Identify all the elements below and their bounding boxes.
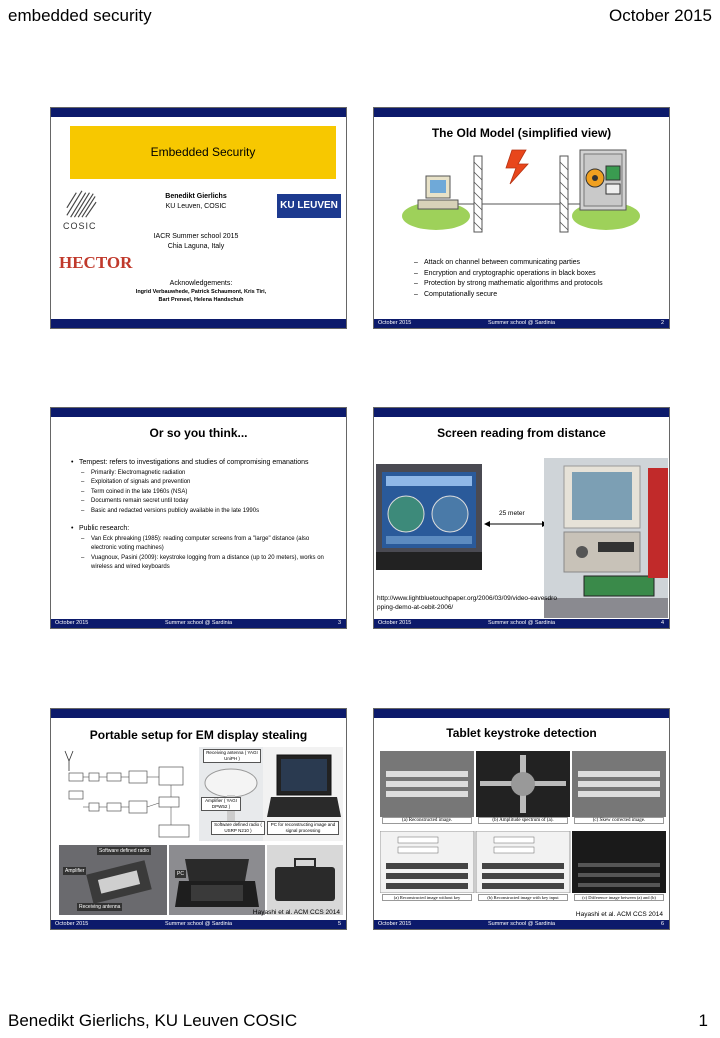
school-name: IACR Summer school 2015: [153, 233, 239, 240]
acknowledgements: [91, 279, 311, 304]
slide-topbar: [374, 408, 669, 417]
bullet-item: – Attack on channel between communicating parties: [414, 258, 603, 269]
slide-topbar: [374, 108, 669, 117]
sub-bullet-item: – Documents remain secret until today: [71, 497, 331, 507]
slide-bottombar: [51, 619, 346, 628]
slide-footer-venue: Summer school @ Sardinia: [487, 320, 556, 326]
sub-bullet-item: – Vuagnoux, Pasini (2009): keystroke logging from a distance (up to 20 meters), works on wireless and wired keyboards: [71, 554, 331, 573]
lab-equipment-photo-icon: [544, 458, 668, 618]
page-number: 1: [698, 1011, 708, 1030]
source-url[interactable]: http://www.lightbluetouchpaper.org/2006/03/09/video-eavesdropping-demo-at-cebit-2006/: [377, 595, 557, 611]
slide-topbar: [51, 108, 346, 117]
amplifier-label: Amplifier ( YAGI DPW52 ): [201, 797, 241, 811]
page-footer-left: Benedikt Gierlichs, KU Leuven COSIC: [8, 1011, 298, 1030]
ack-names-1: Ingrid Verbauwhede, Patrick Schaumont, Kris Tiri,: [135, 289, 267, 295]
hector-logo: HECTOR: [59, 253, 133, 272]
caption-top-c: (c) Skew corrected image.: [574, 817, 664, 824]
slide2-bullets: [414, 258, 603, 300]
slide-5: [50, 708, 347, 930]
slide-footer-venue: Summer school @ Sardinia: [487, 921, 556, 927]
ack-label: Acknowledgements:: [169, 280, 233, 287]
slide-title: Screen reading from distance: [437, 426, 606, 440]
ku-leuven-logo: KU LEUVEN: [277, 194, 341, 218]
slide-bottombar: [374, 619, 669, 628]
bullet-item: • Tempest: refers to investigations and studies of compromising emanations: [71, 458, 331, 469]
bullet-item: – Protection by strong mathematic algorithms and protocols: [414, 279, 603, 290]
keyboard-reconstruction-top-icon: [380, 751, 666, 817]
block-diagram-icon: [59, 747, 199, 841]
slide-topbar: [51, 408, 346, 417]
ack-names-2: Bart Preneel, Helena Handschuh: [158, 297, 244, 303]
caption-bottom-b: (b) Reconstructed image with key input: [478, 894, 568, 901]
author-affiliation: KU Leuven, COSIC: [165, 203, 227, 210]
slide-footer-date: October 2015: [378, 921, 412, 927]
slide-bottombar: [374, 319, 669, 328]
slide-footer-date: October 2015: [378, 620, 412, 626]
slide-2: [373, 107, 670, 329]
cosic-logo-text: COSIC: [63, 221, 97, 231]
school-location: Chia Laguna, Italy: [167, 243, 225, 250]
slide-title: Tablet keystroke detection: [446, 726, 597, 740]
sub-bullet-item: – Primarily: Electromagnetic radiation: [71, 469, 331, 479]
slide-title: Or so you think...: [149, 426, 248, 440]
sub-bullet-item: – Van Eck phreaking (1985): reading computer screens from a "large" distance (also electronic voting machines): [71, 535, 331, 554]
slide-topbar: [51, 709, 346, 718]
keyboard-reconstruction-bottom-icon: [380, 831, 666, 893]
slide-footer-venue: Summer school @ Sardinia: [164, 620, 233, 626]
slide-1: [50, 107, 347, 329]
photo-pc-label: PC: [177, 871, 184, 877]
caption-bottom-a: (a) Reconstructed image without key: [382, 894, 472, 901]
slide-bottombar: [51, 319, 346, 328]
slide-title-box: Embedded Security: [70, 126, 336, 179]
slide-number: 6: [660, 921, 664, 927]
slide-topbar: [374, 709, 669, 718]
distance-label: 25 meter: [499, 510, 525, 517]
photo-sdr-label: Software defined radio: [99, 848, 150, 854]
photo-amp-label: Amplifier: [65, 868, 85, 874]
slide-6: [373, 708, 670, 930]
slide-4: [373, 407, 670, 629]
slide-footer-date: October 2015: [55, 921, 89, 927]
sub-bullet-item: – Exploitation of signals and prevention: [71, 478, 331, 488]
sdr-label: Software defined radio ( USRP N210 ): [211, 821, 265, 835]
page-header-right: October 2015: [608, 6, 712, 25]
slide-number: 2: [660, 320, 664, 326]
caption-top-a: (a) Reconstructed image.: [382, 817, 472, 824]
slide-3: [50, 407, 347, 629]
slide-footer-venue: Summer school @ Sardinia: [164, 921, 233, 927]
caption-top-b: (b) Amplitude spectrum of (a).: [478, 817, 568, 824]
slide-title: Portable setup for EM display stealing: [89, 728, 308, 742]
bullet-item: • Public research:: [71, 524, 331, 535]
closed-briefcase-photo-icon: [267, 845, 343, 915]
bullet-item: – Encryption and cryptographic operations in black boxes: [414, 269, 603, 280]
slide-footer-date: October 2015: [378, 320, 412, 326]
page-header-left: embedded security: [8, 6, 152, 25]
cosic-logo-icon: [65, 188, 97, 220]
monitor-photo-icon: [376, 464, 482, 570]
slide-bottombar: [374, 920, 669, 929]
slide-number: 5: [337, 921, 341, 927]
open-briefcase-photo-icon: [169, 845, 265, 915]
distance-arrow-icon: [484, 520, 548, 528]
author-name: Benedikt Gierlichs: [165, 193, 227, 200]
slide-number: 3: [337, 620, 341, 626]
slide-number: 4: [660, 620, 664, 626]
author-block: [121, 192, 271, 212]
school-block: [121, 232, 271, 252]
citation: Hayashi et al. ACM CCS 2014: [575, 911, 663, 918]
bullet-item: – Computationally secure: [414, 290, 603, 301]
sub-bullet-item: – Term coined in the late 1960s (NSA): [71, 488, 331, 498]
citation: Hayashi et al. ACM CCS 2014: [252, 909, 340, 916]
slide-bottombar: [51, 920, 346, 929]
slide-footer-date: October 2015: [55, 620, 89, 626]
slide-title: The Old Model (simplified view): [431, 126, 612, 140]
slide-footer-venue: Summer school @ Sardinia: [487, 620, 556, 626]
slide3-bullets: [71, 454, 331, 573]
pc-label: PC for reconstructing image and signal processing: [267, 821, 339, 835]
caption-bottom-c: (c) Difference image between (a) and (b): [574, 894, 664, 901]
photo-antenna-label: Receiving antenna: [79, 904, 121, 910]
sub-bullet-item: – Basic and redacted versions publicly available in the late 1990s: [71, 507, 331, 517]
antenna-label: Receiving antenna ( YAGI UniPH ): [203, 749, 261, 763]
old-model-diagram-icon: [394, 148, 654, 240]
